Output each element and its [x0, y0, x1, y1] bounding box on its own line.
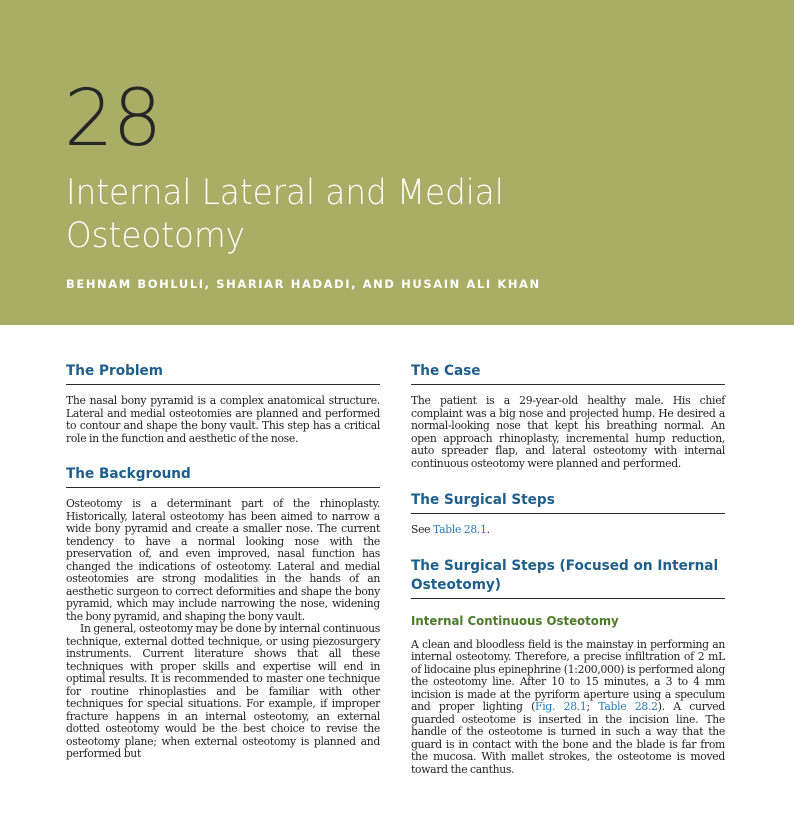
background-heading: The Background: [66, 465, 380, 488]
background-paragraph-1: Osteotomy is a determinant part of the rhinoplasty. Historically, lateral osteotomy has been aimed to narrow a wide bony pyramid and create a smaller nose. The current tendency to have a normal looking nose with the preservation of, and even improved, nasal function has changed the indications of osteotomy. Lateral and medial osteotomies are strong modalities in the hands of an aesthetic surgeon to correct deformities and shape the bony pyramid, which may include narrowing the nose, widening the bony pyramid, and shaping the bony vault.: [66, 497, 380, 623]
focused-steps-heading: The Surgical Steps (Focused on Internal Osteotomy): [411, 557, 725, 599]
chapter-banner: [0, 0, 794, 325]
chapter-title: Internal Lateral and Medial Osteotomy: [66, 173, 504, 256]
case-paragraph: The patient is a 29-year-old healthy male. His chief complaint was a big nose and projected hump. He desired a normal-looking nose that kept his breathing normal. An open approach rhinoplasty, incremental hump reduction, auto spreader flap, and lateral osteotomy with internal continuous osteotomy were planned and performed.: [411, 394, 725, 470]
internal-osteotomy-subheading: Internal Continuous Osteotomy: [411, 612, 619, 628]
right-column: [411, 362, 725, 776]
table-28-1-link[interactable]: Table 28.1: [433, 523, 487, 536]
problem-paragraph: The nasal bony pyramid is a complex anatomical structure. Lateral and medial osteotomies are planned and performed to contour and shape the bony vault. This step has a critical role in the function and aesthetic of the nose.: [66, 394, 380, 445]
period-text: .: [486, 523, 490, 536]
see-text: See: [411, 523, 434, 536]
internal-text-2: ). A curved guarded osteotome is inserted in the incision line. The handle of the osteotome is turned in such a way that the guard is in contact with the bone and the blade is far from the mucosa. With mallet strokes, the osteotome is moved toward the canthus.: [411, 700, 725, 776]
table-28-2-link[interactable]: Table 28.2: [598, 700, 658, 713]
left-column: [66, 362, 380, 761]
problem-heading: The Problem: [66, 362, 380, 385]
fig-28-1-link[interactable]: Fig. 28.1: [535, 700, 587, 713]
background-paragraph-2: In general, osteotomy may be done by internal continuous technique, external dotted technique, or using piezosurgery instruments. Current literature shows that all these techniques with proper skills and expertise will end in optimal results. It is recommended to master one technique for routine rhinoplasties and be familiar with other techniques for special situations. For example, if improper fracture happens in an internal osteotomy, an external dotted osteotomy would be the best choice to revise the osteotomy plane; when external osteotomy is planned and performed but: [66, 622, 380, 760]
ref-separator: ;: [586, 700, 599, 713]
surgical-steps-paragraph: [411, 524, 725, 537]
internal-text-1: A clean and bloodless field is the mainstay in performing an internal osteotomy. Therefore, a precise infiltration of 2 mL of lidocaine plus epinephrine (1:200,000) is performed along the osteotomy line. After 10 to 15 minutes, a 3 to 4 mm incision is made at the pyriform aperture using a speculum and proper lighting (: [411, 637, 725, 713]
chapter-authors: BEHNAM BOHLULI, SHARIAR HADADI, AND HUSAIN ALI KHAN: [66, 277, 541, 291]
internal-osteotomy-paragraph: [411, 639, 725, 777]
surgical-steps-heading: The Surgical Steps: [411, 491, 725, 514]
case-heading: The Case: [411, 362, 725, 385]
chapter-number: 28: [64, 74, 162, 164]
